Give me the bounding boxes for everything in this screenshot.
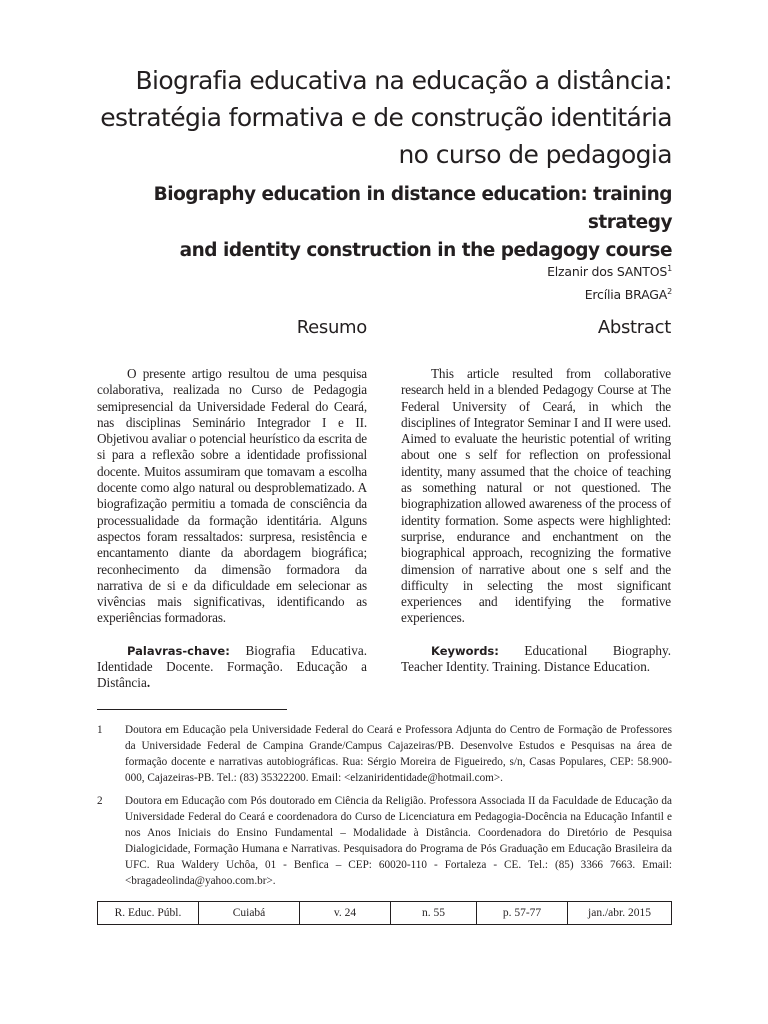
- authors: [547, 259, 672, 305]
- keywords-label: Keywords:: [431, 643, 499, 658]
- author: [547, 259, 672, 282]
- author-name: Elzanir dos SANTOS: [547, 264, 668, 279]
- footnote-text: Doutora em Educação com Pós doutorado em Ciência da Religião. Professora Associada II da Faculdade de Educação da Universidade Federal do Ceará e coordenadora do Curso de Licenciatura em Pedagogia-Docência na Educação Infantil e nos Anos Iniciais do Ensino Fundamental – Modalidade à Distância. Coordenadora do Diretório de Pesquisa Dialogicidade, Formação Humana e Narrativas. Pesquisadora do Programa de Pós Graduação em Educação Brasileira da UFC. Rua Waldery Uchôa, 01 - Benfica – CEP: 60020-110 - Fortaleza - CE. Tel.: (85) 3366 7663. Email: <bragadeolinda@yahoo.com.br>.: [125, 795, 672, 887]
- author-ref: 2: [667, 287, 672, 296]
- footnote-divider: [97, 709, 287, 710]
- bibliographic-strip: [97, 901, 672, 925]
- title-en-line: and identity construction in the pedagogy course: [179, 240, 672, 261]
- title-pt-line: Biografia educativa na educação a distância:: [135, 66, 672, 95]
- keywords-label: Palavras-chave:: [127, 643, 230, 658]
- resumo-column: [97, 313, 367, 692]
- author-ref: 1: [667, 264, 672, 273]
- resumo-heading: Resumo: [296, 317, 367, 338]
- abstract-keywords: [401, 643, 671, 676]
- footnote-number: 2: [97, 795, 103, 807]
- title-en-line: Biography education in distance education: training strategy: [153, 184, 672, 233]
- abstract-heading: Abstract: [597, 317, 671, 338]
- biblio-pages: p. 57-77: [477, 902, 568, 925]
- title-english: [72, 181, 672, 265]
- keywords-end: .: [146, 675, 151, 691]
- biblio-city: Cuiabá: [199, 902, 300, 925]
- biblio-volume: v. 24: [300, 902, 391, 925]
- biblio-number: n. 55: [391, 902, 477, 925]
- footnote-number: 1: [97, 724, 103, 736]
- abstract-column: [401, 313, 671, 675]
- abstract-text: This article resulted from collaborative research held in a blended Pedagogy Course at The Federal University of Ceará, in which the disciplines of Integrator Seminar I and II were used. Aimed to evaluate the heuristic potential of writing about one s self for reflection on professional identity, many assumed that the choice of teaching as something natural or not questioned. The biographization allowed awareness of the process of identity formation. Some aspects were highlighted: surprise, endurance and enchantment on the biographical approach, recognizing the formative dimension of narrative about one s self and the difficulty in selecting the most significant experiences and identifying the formative experiences.: [401, 366, 671, 626]
- footnote-1: [97, 722, 672, 786]
- resumo-text: O presente artigo resultou de uma pesquisa colaborativa, realizada no Curso de Pedagogia semipresencial da Universidade Federal do Ceará, nas disciplinas Seminário Integrador I e II. Objetivou avaliar o potencial heurístico da escrita de si para a reflexão sobre a identidade profissional docente. Muitos assumiram que tomavam a escolha docente como algo natural ou desproblematizado. A biografização permitiu a tomada de consciência da processualidade da formação identitária. Alguns aspectos foram ressaltados: surpresa, resistência e encantamento diante da abordagem biográfica; reconhecimento da dimensão formadora da narrativa de si e da dificuldade em selecionar as vivências mais significativas, identificando as experiências formadoras.: [97, 366, 367, 626]
- resumo-keywords: [97, 643, 367, 692]
- author: [547, 282, 672, 305]
- biblio-journal: R. Educ. Públ.: [98, 902, 199, 925]
- keywords-list: Biografia Educativa. Identidade Docente. Formação. Educação a Distância: [97, 642, 367, 691]
- title-pt-line: estratégia formativa e de construção identitária: [100, 103, 672, 132]
- author-name: Ercília BRAGA: [584, 287, 668, 302]
- footnote-text: Doutora em Educação pela Universidade Federal do Ceará e Professora Adjunta do Centro de Formação de Professores da Universidade Federal de Campina Grande/Campus Cajazeiras/PB. Desenvolve Estudos e Pesquisas na área de formação docente e narrativas autobiográficas. Rua: Sérgio Moreira de Figueiredo, s/n, Casas Populares, CEP: 58.900-000, Cajazeiras-PB. Tel.: (83) 35322200. Email: <elzaniridentidade@hotmail.com>.: [125, 724, 672, 784]
- footnote-2: [97, 793, 672, 889]
- title-portuguese: [72, 62, 672, 173]
- biblio-date: jan./abr. 2015: [568, 902, 672, 925]
- biblio-row: [98, 902, 672, 925]
- title-pt-line: no curso de pedagogia: [398, 140, 672, 169]
- keywords-list: Educational Biography. Teacher Identity. Training. Distance Education.: [401, 642, 671, 675]
